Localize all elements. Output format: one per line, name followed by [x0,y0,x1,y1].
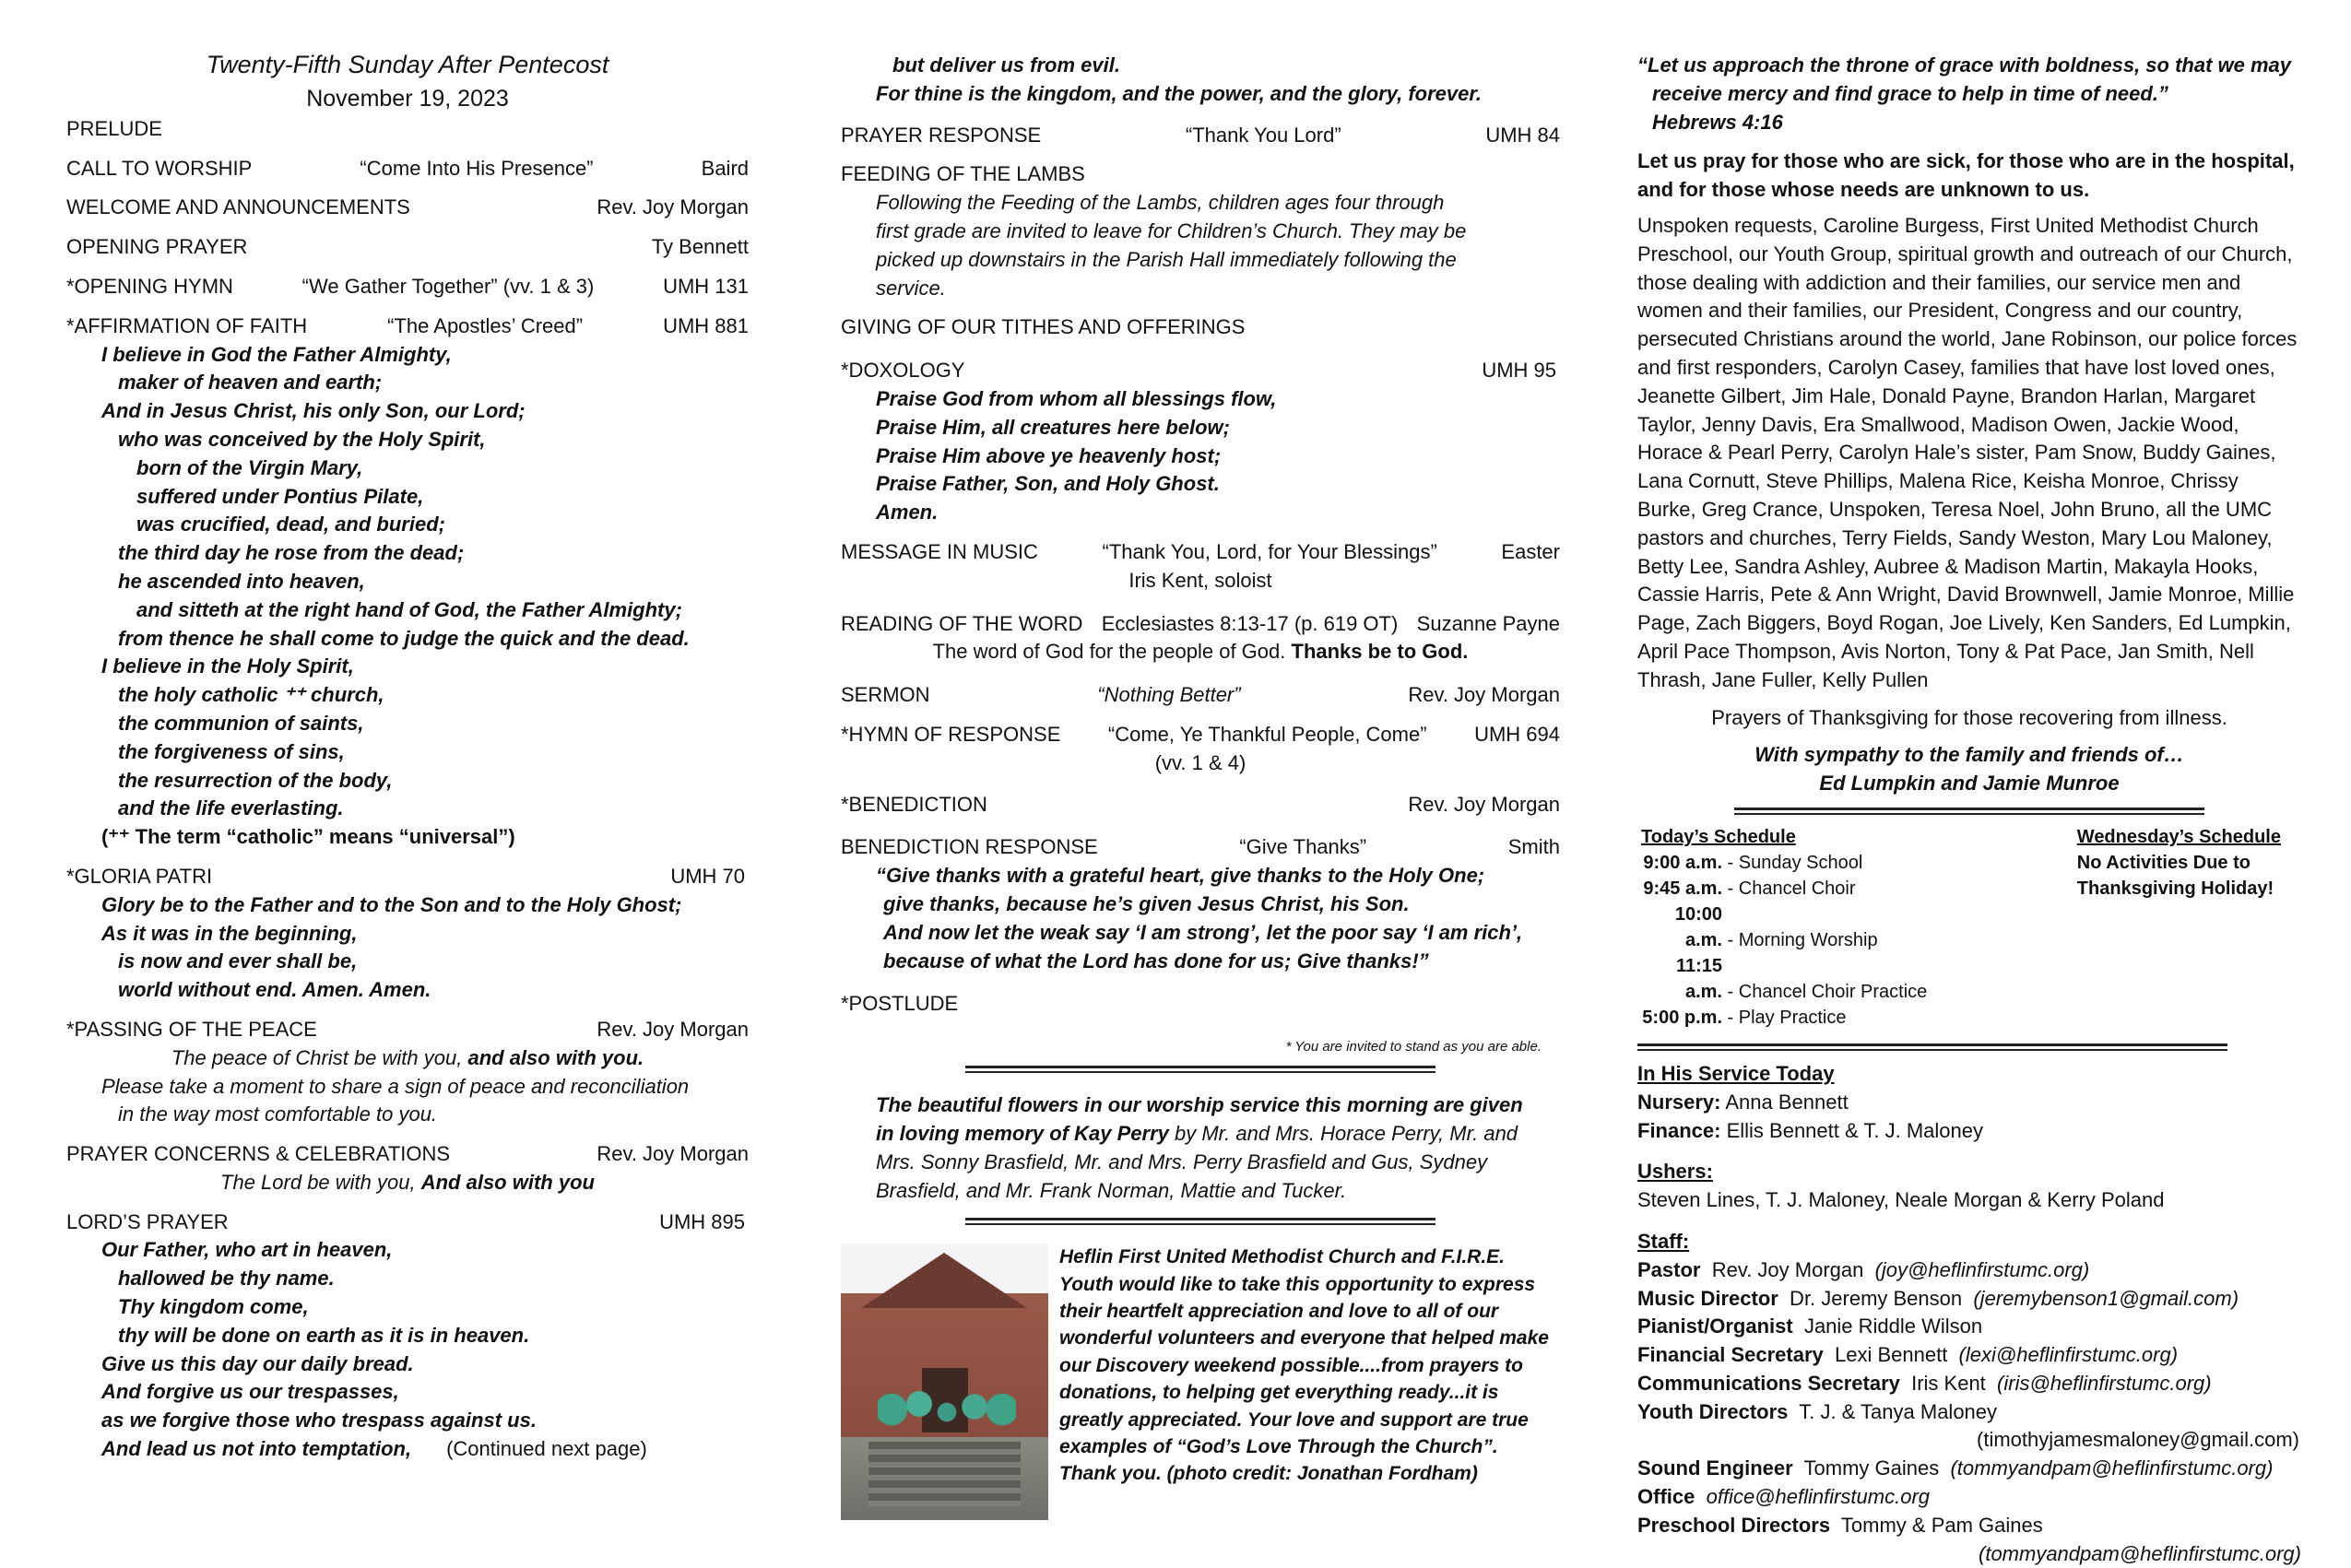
opening-hymn: *OPENING HYMN “We Gather Together” (vv. 1 & 3) UMH 131 [66,274,749,298]
schedules [1637,824,2301,1031]
catholic-note: (⁺⁺ The term “catholic” means “universal”) [101,825,515,849]
wednesday-schedule: Wednesday’s Schedule No Activities Due to Thanksgiving Holiday! [2076,826,2281,899]
passing-of-the-peace: *PASSING OF THE PEACE Rev. Joy Morgan [66,1017,749,1041]
prayer-response: PRAYER RESPONSE “Thank You Lord” UMH 84 [841,123,1560,147]
fire-thanks-text: Heflin First United Methodist Church and F.I.R.E. Youth would like to take this opportunity to express their heartfelt appreciation and love to all of our wonderful volunteers and everyone that helped make our Discovery weekend possible....from prayers to donations, to helping get everything ready...it is greatly appreciated. Your love and support are true examples of “God’s Love Through the Church”. Thank you. (photo credit: Jonathan Fordham) [1059,1246,1549,1485]
feeding-of-the-lambs: FEEDING OF THE LAMBS [841,162,1085,186]
staff-sound-engineer: Sound Engineer Tommy Gaines (tommyandpam@heflinfirstumc.org) [1637,1456,2274,1480]
staff-financial-secretary: Financial Secretary Lexi Bennett (lexi@heflinfirstumc.org) [1637,1343,2179,1367]
schedule-item: 9:45 a.m. - Chancel Choir [1643,878,1856,899]
prayer-concerns: PRAYER CONCERNS & CELEBRATIONS Rev. Joy Morgan [66,1142,749,1166]
schedule-item: 9:00 a.m. - Sunday School [1643,852,1863,873]
staff-communications: Communications Secretary Iris Kent (iris@heflinfirstumc.org) [1637,1371,2212,1395]
gloria-patri: *GLORIA PATRI UMH 70 [66,864,745,888]
feeding-text: Following the Feeding of the Lambs, children ages four through first grade are invited to leave for Children’s Church. They may be picked up downstairs in the Parish Hall immediately following the service. [876,191,1467,300]
sermon: SERMON “Nothing Better” Rev. Joy Morgan [841,683,1560,707]
bulletin-column-1 [66,48,749,1464]
youth-email: (timothyjamesmaloney@gmail.com) [1977,1428,2299,1452]
concerns-response: The Lord be with you, And also with you [220,1170,595,1194]
staff-preschool: Preschool Directors Tommy & Pam Gaines [1637,1513,2043,1537]
schedule-item: 5:00 p.m. - Play Practice [1642,1007,1847,1028]
reading-response: The word of God for the people of God. Thanks be to God. [932,640,1469,664]
doxology: *DOXOLOGY UMH 95 [841,359,1556,383]
continued-note: (Continued next page) [446,1437,647,1461]
music-soloist: Iris Kent, soloist [1128,568,1272,592]
preschool-email: (tommyandpam@heflinfirstumc.org) [1979,1541,2301,1565]
hymn-verses: (vv. 1 & 4) [1154,750,1246,774]
staff-organist: Pianist/Organist Janie Riddle Wilson [1637,1315,1983,1338]
peace-response: The peace of Christ be with you, and also with you. [171,1045,644,1069]
staff-office: Office office@heflinfirstumc.org [1637,1485,1931,1509]
church-youth-photo [841,1244,1048,1520]
schedule-item: 10:00 a.m. - Morning Worship [1674,903,1878,950]
service-title: Twenty-Fifth Sunday After Pentecost [206,51,609,78]
affirmation-of-faith: *AFFIRMATION OF FAITH “The Apostles’ Creed” UMH 881 [66,313,749,337]
staff-music-director: Music Director Dr. Jeremy Benson (jeremybenson1@gmail.com) [1637,1286,2239,1310]
lords-prayer: LORD’S PRAYER UMH 895 [66,1209,745,1233]
welcome: WELCOME AND ANNOUNCEMENTS Rev. Joy Morgan [66,195,749,219]
postlude: *POSTLUDE [841,992,959,1016]
opening-prayer: OPENING PRAYER Ty Bennett [66,235,749,259]
service-today: In His Service Today Nursery: Anna Bennett Finance: Ellis Bennett & T. J. Maloney Ushers: Steven Lines, T. J. Maloney, Neale Morgan & Kerry Poland Staff: Pastor Rev. Joy Morgan (joy@heflinfirstumc.org) Music Director Dr. Jeremy Benson (jeremybenson1@gmail.com) Pianist/Organist Janie Riddle Wilson Financial Secretary Lexi Bennett (lexi@heflinfirstumc.org) Communications Secretary Iris Kent (iris@heflinfirstumc.org) Youth Directors T. J. & Tanya Maloney (timothyjamesmaloney@gmail.com) Sound Engineer Tommy Gaines (tommyandpam@heflinfirstumc.org) Office office@heflinfirstumc.org Preschool Directors Tommy & Pam Gaines (tommyandpam@heflinfirstumc.org) [1637,1060,2301,1568]
doxology-text: Praise God from whom all blessings flow, Praise Him, all creatures here below; Praise Him above ye heavenly host; Praise Father, Son, and Holy Ghost. Amen. [876,386,1277,525]
schedule-item: 11:15 a.m. - Chancel Choir Practice [1675,955,1928,1002]
staff-youth-directors: Youth Directors T. J. & Tanya Maloney [1637,1399,1998,1423]
hymn-of-response: *HYMN OF RESPONSE “Come, Ye Thankful People, Come” UMH 694 [841,722,1560,746]
apostles-creed: I believe in God the Father Almighty, maker of heaven and earth; And in Jesus Christ, his only Son, our Lord; who was conceived by the Holy Spirit, born of the Virgin Mary, suffered under Pontius Pilate, was crucified, dead, and buried; the third day he rose from the dead; he ascended into heaven, and sitteth at the right hand of God, the Father Almighty; from thence he shall come to judge the quick and the dead. I believe in the Holy Spirit, the holy catholic ⁺⁺ church, the communion of saints, the forgiveness of sins, the resurrection of the body, and the life everlasting. (⁺⁺ The term “catholic” means “universal”) [66,341,749,852]
peace-instructions: Please take a moment to share a sign of peace and reconciliation in the way most comfortable to you. [101,1074,690,1126]
bulletin-column-2 [841,52,1560,1524]
bulletin-column-3 [1637,52,2301,1568]
stand-note: * You are invited to stand as you are able. [1285,1039,1542,1055]
message-in-music: MESSAGE IN MUSIC “Thank You, Lord, for Your Blessings” Easter [841,539,1560,563]
lords-prayer-text: Our Father, who art in heaven, hallowed be thy name. Thy kingdom come, thy will be done on earth as it is in heaven. Give us this day our daily bread. And forgive us our trespasses, as we forgive those who trespass against us. And lead us not into temptation, (Continued next page) [101,1238,647,1461]
divider [1734,808,2204,815]
service-date: November 19, 2023 [306,85,509,112]
divider [965,1066,1435,1073]
thanksgiving-prayers: Prayers of Thanksgiving for those recovering from illness. [1711,705,2227,729]
giving: GIVING OF OUR TITHES AND OFFERINGS [841,315,1246,339]
flowers-dedication: The beautiful flowers in our worship service this morning are given in loving memory of Kay Perry by Mr. and Mrs. Horace Perry, Mr. and Mrs. Sonny Brasfield, Mr. and Mrs. Perry Brasfield and Gus, Sydney Brasfield, and Mr. Frank Norman, Mattie and Tucker. [876,1093,1523,1202]
fire-thanks-block [841,1244,1560,1488]
prayer-list: Unspoken requests, Caroline Burgess, First United Methodist Church Preschool, our Youth Group, spiritual growth and outreach of our Church, those dealing with addiction and their families, our service men and women and their families, our President, Congress and our country, persecuted Christians around the world, Jane Robinson, our police forces and first responders, Carolyn Casey, families that have lost loved ones, Jeanette Gilbert, Jim Hale, Donald Payne, Brandon Harlan, Margaret Taylor, Jenny Davis, Era Smallwood, Madison Owen, Jackie Wood, Horace & Pearl Perry, Carolyn Hale’s sister, Pam Snow, Buddy Gaines, Lana Cornutt, Steve Phillips, Malena Rice, Keisha Monroe, Chrissy Burke, Greg Crance, Unspoken, Teresa Noel, John Bruno, all the UMC pastors and churches, Terry Fields, Sandy Weston, Mary Lou Maloney, Betty Lee, Sandra Ashley, Aubree & Madison Martin, Makayla Hooks, Cassie Harris, Pete & Ann Wright, David Brownwell, Jamie Monroe, Millie Page, Zach Biggers, Boyd Rogan, Joe Lively, Ken Sanders, Ed Lumpkin, April Pace Thompson, Avis Norton, Tony & Pat Pace, Jan Smith, Nell Thrash, Jane Fuller, Kelly Pullen [1637,213,2298,691]
benediction-response: BENEDICTION RESPONSE “Give Thanks” Smith [841,835,1560,859]
divider [965,1218,1435,1225]
gloria-text: Glory be to the Father and to the Son and to the Holy Ghost; As it was in the beginning, is now and ever shall be, world without end. Amen. Amen. [101,892,682,1002]
staff-pastor: Pastor Rev. Joy Morgan (joy@heflinfirstumc.org) [1637,1257,2090,1281]
reading-of-the-word: READING OF THE WORD Ecclesiastes 8:13-17 (p. 619 OT) Suzanne Payne [841,611,1560,635]
lords-prayer-continued: but deliver us from evil. For thine is the kingdom, and the power, and the glory, forever. [876,53,1482,105]
sympathy: With sympathy to the family and friends of… Ed Lumpkin and Jamie Munroe [1754,743,2184,796]
divider [1637,1043,2227,1051]
todays-schedule: Today’s Schedule 9:00 a.m. - Sunday School 9:45 a.m. - Chancel Choir 10:00 a.m. - Morning Worship 11:15 a.m. - Chancel Choir Practice 5:00 p.m. - Play Practice [1637,824,1927,1031]
scripture-verse: “Let us approach the throne of grace with boldness, so that we may receive mercy and find grace to help in time of need.” Hebrews 4:16 [1637,53,2292,134]
benediction-text: “Give thanks with a grateful heart, give thanks to the Holy One; give thanks, because he’s given Jesus Christ, his Son. And now let the weak say ‘I am strong’, let the poor say ‘I am rich’, because of what the Lord has done for us; Give thanks!” [876,864,1523,973]
call-to-worship: CALL TO WORSHIP “Come Into His Presence” Baird [66,156,749,180]
prayer-heading: Let us pray for those who are sick, for those who are in the hospital, and for those whose needs are unknown to us. [1637,149,2295,202]
prelude: PRELUDE [66,116,162,140]
benediction: *BENEDICTION Rev. Joy Morgan [841,792,1560,816]
